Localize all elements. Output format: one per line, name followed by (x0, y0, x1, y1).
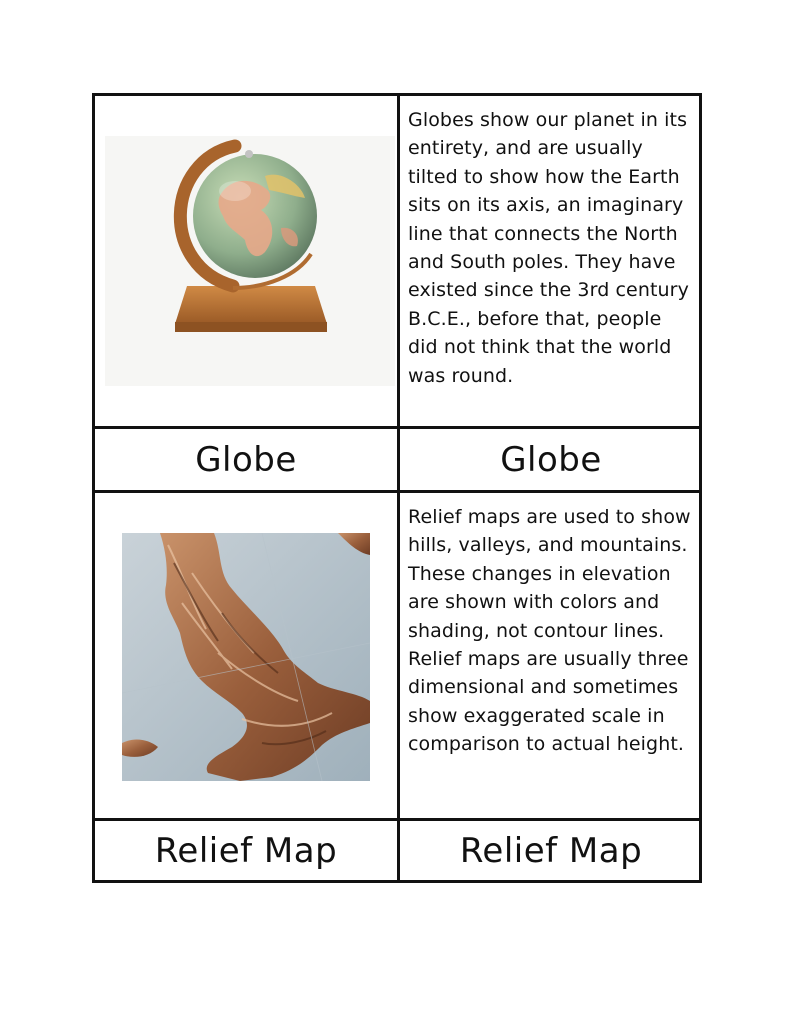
three-part-card-grid (92, 93, 702, 883)
globe-label-left: Globe (195, 439, 297, 480)
relief-map-picture (122, 533, 370, 781)
relief-map-description: Relief maps are used to show hills, valleys, and mountains. These changes in elevation are shown with colors and shading, not contour lines. Relief maps are usually three dimensional and sometimes show exaggerated scale in comparison to actual height. (408, 506, 691, 756)
globe-picture (105, 136, 395, 386)
relief-map-picture-cell (95, 493, 397, 818)
globe-label-right: Globe (500, 439, 602, 480)
relief-map-label-left: Relief Map (154, 830, 338, 871)
globe-description: Globes show our planet in its entirety, and are usually tilted to show how the Earth sits on its axis, an imaginary line that connects the North and South poles. They have existed since the 3rd century B.C.E., before that, people did not think that the world was round. (408, 109, 689, 387)
relief-map-label-right: Relief Map (459, 830, 643, 871)
globe-picture-cell (95, 96, 397, 426)
